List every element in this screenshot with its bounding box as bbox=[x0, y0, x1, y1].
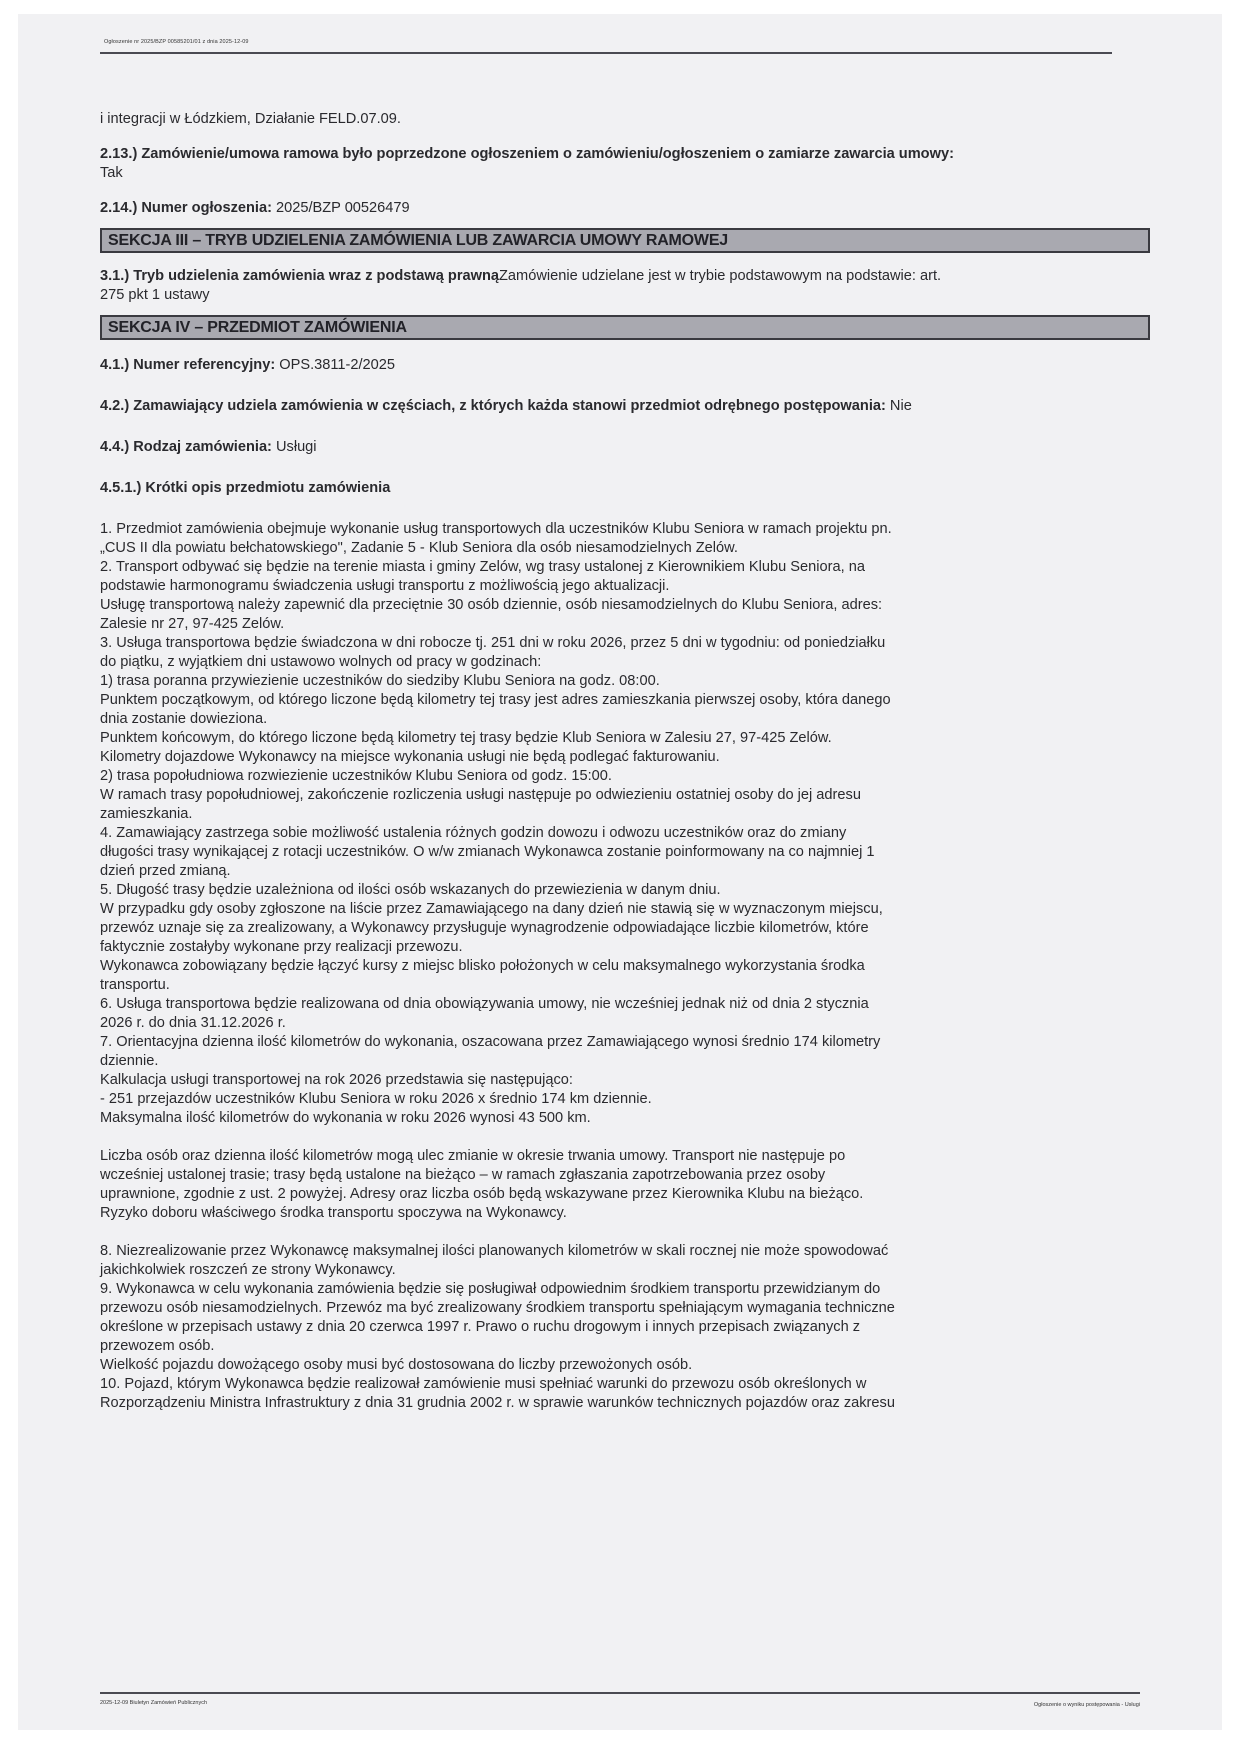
field-2-13-label: 2.13.) Zamówienie/umowa ramowa było poprzedzone ogłoszeniem o zamówieniu/ogłoszeniem o zamiarze zawarcia umowy: bbox=[100, 146, 954, 162]
field-2-13 bbox=[100, 145, 1150, 183]
footer-right: Ogłoszenie o wyniku postępowania - Usługi bbox=[1033, 1702, 1140, 1708]
description-line: długości trasy wynikającej z rotacji uczestników. O w/w zmianach Wykonawca zostanie poinformowany na co najmniej 1 bbox=[100, 844, 875, 860]
description-line: Maksymalna ilość kilometrów do wykonania w roku 2026 wynosi 43 500 km. bbox=[100, 1110, 591, 1126]
description-line: 6. Usługa transportowa będzie realizowana od dnia obowiązywania umowy, nie wcześniej jednak niż od dnia 2 stycznia bbox=[100, 996, 869, 1012]
field-2-14-label: 2.14.) Numer ogłoszenia: bbox=[100, 200, 272, 216]
description-line: 2026 r. do dnia 31.12.2026 r. bbox=[100, 1015, 286, 1031]
field-4-2-label: 4.2.) Zamawiający udziela zamówienia w częściach, z których każda stanowi przedmiot odrębnego postępowania: bbox=[100, 398, 886, 414]
field-4-1-value: OPS.3811-2/2025 bbox=[279, 357, 396, 373]
field-4-1-label: 4.1.) Numer referencyjny: bbox=[100, 357, 276, 373]
description-line: przewóz uznaje się za zrealizowany, a Wykonawcy przysługuje wynagrodzenie odpowiadające liczbie kilometrów, które bbox=[100, 920, 869, 936]
description-line: 5. Długość trasy będzie uzależniona od ilości osób wskazanych do przewiezienia w danym dniu. bbox=[100, 882, 721, 898]
description-line: Punktem początkowym, od którego liczone będą kilometry tej trasy jest adres zamieszkania pierwszej osoby, która danego bbox=[100, 692, 891, 708]
description-line: Liczba osób oraz dzienna ilość kilometrów mogą ulec zmianie w okresie trwania umowy. Transport nie następuje po bbox=[100, 1148, 846, 1164]
description-line: faktycznie zostałyby wykonane przy realizacji przewozu. bbox=[100, 939, 463, 955]
field-4-2-value: Nie bbox=[889, 398, 912, 414]
footer-left: 2025-12-09 Biuletyn Zamówień Publicznych bbox=[100, 1700, 208, 1706]
description-line: „CUS II dla powiatu bełchatowskiego", Zadanie 5 - Klub Seniora dla osób niesamodzielnych Zelów. bbox=[100, 540, 738, 556]
description-line: Kalkulacja usługi transportowej na rok 2026 przedstawia się następująco: bbox=[100, 1072, 573, 1088]
description-line: zamieszkania. bbox=[100, 806, 193, 822]
description-line: Usługę transportową należy zapewnić dla przeciętnie 30 osób dziennie, osób niesamodzielnych do Klubu Seniora, adres: bbox=[100, 597, 883, 613]
description-block-2 bbox=[100, 1147, 1150, 1223]
description-line: Ryzyko doboru właściwego środka transportu spoczywa na Wykonawcy. bbox=[100, 1205, 567, 1221]
description-line: Zalesie nr 27, 97-425 Zelów. bbox=[100, 616, 285, 632]
description-line: 7. Orientacyjna dzienna ilość kilometrów do wykonania, oszacowana przez Zamawiającego wynosi średnio 174 kilometry bbox=[100, 1034, 881, 1050]
section-4-heading: SEKCJA IV – PRZEDMIOT ZAMÓWIENIA bbox=[100, 315, 1150, 340]
field-4-4-value: Usługi bbox=[275, 439, 317, 455]
footer-rule bbox=[100, 1692, 1140, 1694]
description-line: Wielkość pojazdu dowożącego osoby musi być dostosowana do liczby przewożonych osób. bbox=[100, 1357, 693, 1373]
description-line: do piątku, z wyjątkiem dni ustawowo wolnych od pracy w godzinach: bbox=[100, 654, 542, 670]
description-line: Rozporządzeniu Ministra Infrastruktury z dnia 31 grudnia 2002 r. w sprawie warunków technicznych pojazdów oraz zakresu bbox=[100, 1395, 895, 1411]
description-line: wcześniej ustalonej trasie; trasy będą ustalone na bieżąco – w ramach zgłaszania zapotrzebowania przez osoby bbox=[100, 1167, 826, 1183]
field-3-1-value: Zamówienie udzielane jest w trybie podstawowym na podstawie: art. bbox=[499, 268, 942, 284]
running-header: Ogłoszenie nr 2025/BZP 00585201/01 z dnia 2025-12-09 bbox=[104, 39, 249, 45]
field-3-1-value-cont: 275 pkt 1 ustawy bbox=[100, 287, 210, 303]
section-3-heading: SEKCJA III – TRYB UDZIELENIA ZAMÓWIENIA LUB ZAWARCIA UMOWY RAMOWEJ bbox=[100, 228, 1150, 253]
description-line: jakichkolwiek roszczeń ze strony Wykonawcy. bbox=[100, 1262, 396, 1278]
description-line: 8. Niezrealizowanie przez Wykonawcę maksymalnej ilości planowanych kilometrów w skali rocznej nie może spowodować bbox=[100, 1243, 889, 1259]
field-4-5-1-label: 4.5.1.) Krótki opis przedmiotu zamówienia bbox=[100, 480, 391, 496]
field-4-2 bbox=[100, 397, 1150, 416]
description-block-1 bbox=[100, 520, 1150, 1128]
field-3-1-label: 3.1.) Tryb udzielenia zamówienia wraz z podstawą prawną bbox=[100, 268, 500, 284]
field-2-13-value: Tak bbox=[100, 165, 123, 181]
description-line: - 251 przejazdów uczestników Klubu Seniora w roku 2026 x średnio 174 km dziennie. bbox=[100, 1091, 652, 1107]
description-line: dnia zostanie dowieziona. bbox=[100, 711, 268, 727]
description-line: Punktem końcowym, do którego liczone będą kilometry tej trasy będzie Klub Seniora w Zalesiu 27, 97-425 Zelów. bbox=[100, 730, 832, 746]
description-line: podstawie harmonogramu świadczenia usługi transportu z możliwością jego aktualizacji. bbox=[100, 578, 670, 594]
description-line: Kilometry dojazdowe Wykonawcy na miejsce wykonania usługi nie będą podlegać fakturowaniu. bbox=[100, 749, 720, 765]
field-4-4 bbox=[100, 438, 1150, 457]
description-line: 4. Zamawiający zastrzega sobie możliwość ustalenia różnych godzin dowozu i odwozu uczestników oraz do zmiany bbox=[100, 825, 847, 841]
description-line: 3. Usługa transportowa będzie świadczona w dni robocze tj. 251 dni w roku 2026, przez 5 dni w tygodniu: od poniedziałku bbox=[100, 635, 886, 651]
document-body bbox=[100, 110, 1150, 1413]
field-2-14-value: 2025/BZP 00526479 bbox=[276, 200, 410, 216]
header-rule bbox=[100, 52, 1112, 54]
description-line: 1) trasa poranna przywiezienie uczestników do siedziby Klubu Seniora na godz. 08:00. bbox=[100, 673, 660, 689]
field-2-14 bbox=[100, 199, 1150, 218]
description-line: przewozem osób. bbox=[100, 1338, 215, 1354]
description-line: 2) trasa popołudniowa rozwiezienie uczestników Klubu Seniora od godz. 15:00. bbox=[100, 768, 612, 784]
description-line: 10. Pojazd, którym Wykonawca będzie realizował zamówienie musi spełniać warunki do przewozu osób określonych w bbox=[100, 1376, 867, 1392]
field-3-1 bbox=[100, 267, 1150, 305]
description-line: dzień przed zmianą. bbox=[100, 863, 231, 879]
description-line: przewozu osób niesamodzielnych. Przewóz ma być zrealizowany środkiem transportu spełniającym wymagania techniczne bbox=[100, 1300, 895, 1316]
description-line: Wykonawca zobowiązany będzie łączyć kursy z miejsc blisko położonych w celu maksymalnego wykorzystania środka bbox=[100, 958, 865, 974]
description-line: transportu. bbox=[100, 977, 170, 993]
description-line: 2. Transport odbywać się będzie na terenie miasta i gminy Zelów, wg trasy ustalonej z Kierownikiem Klubu Seniora, na bbox=[100, 559, 865, 575]
intro-line: i integracji w Łódzkiem, Działanie FELD.07.09. bbox=[100, 111, 401, 127]
description-line: W przypadku gdy osoby zgłoszone na liście przez Zamawiającego na dany dzień nie stawią się w wyznaczonym miejscu, bbox=[100, 901, 883, 917]
description-line: uprawnione, zgodnie z ust. 2 powyżej. Adresy oraz liczba osób będą wskazywane przez Kierownika Klubu na bieżąco. bbox=[100, 1186, 864, 1202]
field-4-1 bbox=[100, 356, 1150, 375]
description-line: dziennie. bbox=[100, 1053, 159, 1069]
description-block-3 bbox=[100, 1242, 1150, 1413]
description-line: określone w przepisach ustawy z dnia 20 czerwca 1997 r. Prawo o ruchu drogowym i innych przepisach związanych z bbox=[100, 1319, 861, 1335]
description-line: 9. Wykonawca w celu wykonania zamówienia będzie się posługiwał odpowiednim środkiem transportu przewidzianym do bbox=[100, 1281, 881, 1297]
description-line: 1. Przedmiot zamówienia obejmuje wykonanie usług transportowych dla uczestników Klubu Seniora w ramach projektu pn. bbox=[100, 521, 892, 537]
description-line: W ramach trasy popołudniowej, zakończenie rozliczenia usługi następuje po odwiezieniu ostatniej osoby do jej adresu bbox=[100, 787, 861, 803]
field-4-4-label: 4.4.) Rodzaj zamówienia: bbox=[100, 439, 272, 455]
